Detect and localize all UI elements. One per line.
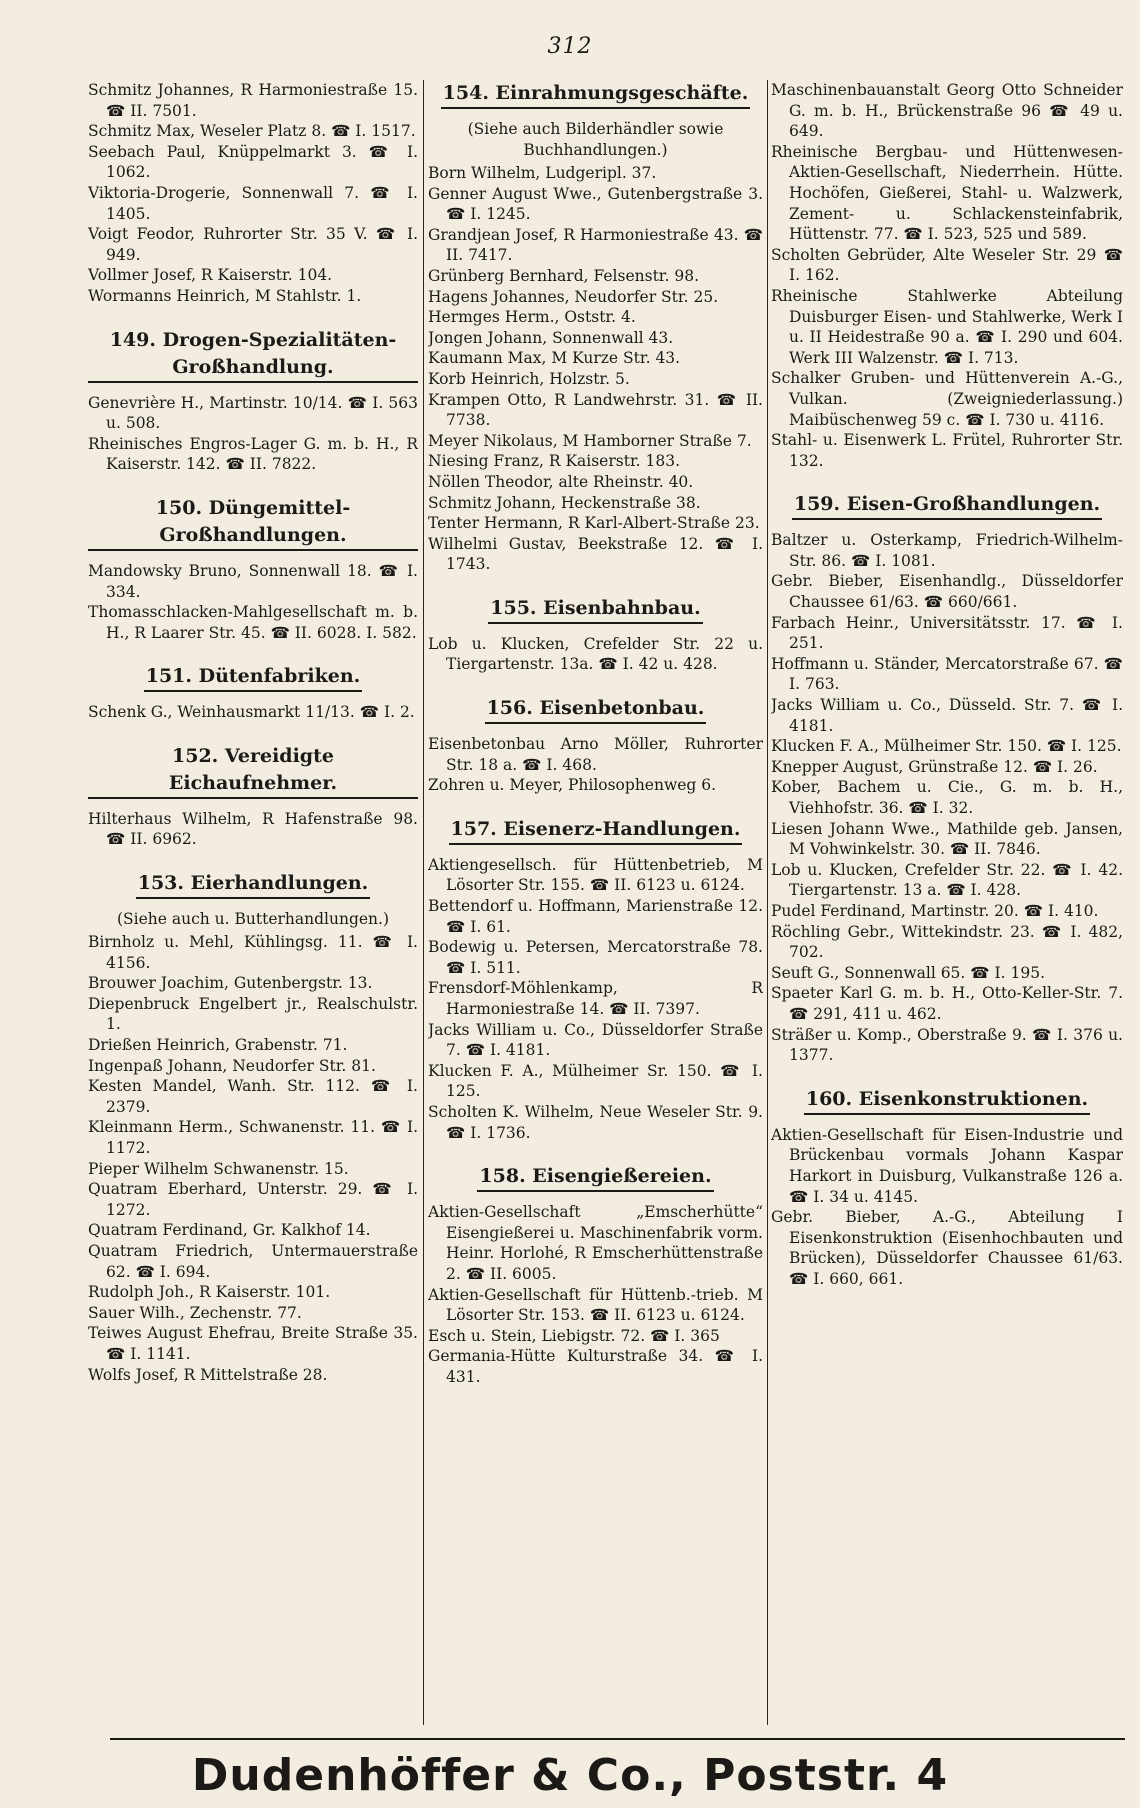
column-divider: [767, 80, 768, 1725]
directory-section: [88, 495, 418, 643]
directory-entry: Born Wilhelm, Ludgeripl. 37.: [428, 164, 657, 182]
entry-list: [771, 1125, 1123, 1290]
column-1: [88, 80, 418, 1725]
directory-entry: Voigt Feodor, Ruhrorter Str. 35 V. ☎ I. 949.: [88, 225, 418, 264]
directory-entry: Krampen Otto, R Landwehrstr. 31. ☎ II. 7738.: [428, 390, 763, 430]
directory-entry: Sträßer u. Komp., Oberstraße 9. ☎ I. 376 u. 1377.: [771, 1025, 1123, 1065]
directory-entry: Teiwes August Ehefrau, Breite Straße 35. ☎ I. 1141.: [88, 1324, 418, 1363]
directory-entry: Aktien-Gesellschaft „Emscherhütte“ Eisengießerei u. Maschinenfabrik vorm. Heinr. Horlohé, R Emscherhüttenstraße 2. ☎ II. 6005.: [428, 1203, 763, 1283]
directory-entry: Scholten Gebrüder, Alte Weseler Str. 29 ☎ I. 162.: [771, 245, 1123, 285]
directory-entry: Hermges Herm., Oststr. 4.: [428, 308, 636, 327]
directory-entry: Schmitz Johannes, R Harmoniestraße 15. ☎ II. 7501.: [88, 81, 418, 120]
entry-list: [88, 702, 418, 723]
section-heading: [88, 743, 418, 799]
directory-entry: Rudolph Joh., R Kaiserstr. 101.: [88, 1283, 331, 1302]
section-heading: [771, 1086, 1123, 1115]
directory-entry: Eisenbetonbau Arno Möller, Ruhrorter Str. 18 a. ☎ I. 468.: [428, 735, 763, 774]
directory-entry: Genevrière H., Martinstr. 10/14. ☎ I. 563 u. 508.: [88, 393, 418, 433]
section-heading: [428, 1163, 763, 1192]
directory-entry: Scholten K. Wilhelm, Neue Weseler Str. 9. ☎ I. 1736.: [428, 1102, 763, 1142]
page-number: 312: [547, 34, 593, 59]
entry-list: [428, 855, 763, 1143]
directory-entry: Ingenpaß Johann, Neudorfer Str. 81.: [88, 1056, 376, 1075]
directory-entry: Röchling Gebr., Wittekindstr. 23. ☎ I. 482, 702.: [771, 922, 1123, 962]
section-heading-text: 160. Eisenkonstruktionen.: [804, 1086, 1090, 1115]
directory-entry: Gebr. Bieber, A.-G., Abteilung I Eisenkonstruktion (Eisenhochbauten und Brücken), Düsseldorfer Chaussee 61/63. ☎ I. 660, 661.: [771, 1208, 1123, 1288]
directory-entry: Viktoria-Drogerie, Sonnenwall 7. ☎ I. 1405.: [88, 183, 418, 223]
entry-list: [771, 530, 1123, 1065]
directory-entry: Wolfs Josef, R Mittelstraße 28.: [88, 1365, 328, 1384]
entry-list: [88, 393, 418, 475]
directory-section: [428, 595, 763, 675]
directory-entry: Mandowsky Bruno, Sonnenwall 18. ☎ I. 334.: [88, 561, 418, 601]
directory-entry: Jacks William u. Co., Düsseldorfer Straße 7. ☎ I. 4181.: [428, 1020, 763, 1060]
directory-entry: Rheinische Stahlwerke Abteilung Duisburger Eisen- und Stahlwerke, Werk I u. II Heidestraße 90 a. ☎ I. 290 und 604. Werk III Walzenstr. ☎ I. 713.: [771, 286, 1123, 367]
directory-section: [428, 816, 763, 1143]
directory-entry: Niesing Franz, R Kaiserstr. 183.: [428, 452, 681, 471]
directory-entry: Schmitz Max, Weseler Platz 8. ☎ I. 1517.: [88, 122, 416, 141]
entry-list: [428, 634, 763, 675]
directory-entry: Tenter Hermann, R Karl-Albert-Straße 23.: [428, 514, 760, 533]
directory-section: [428, 1163, 763, 1387]
directory-entry: Spaeter Karl G. m. b. H., Otto-Keller-Str. 7. ☎ 291, 411 u. 462.: [771, 984, 1123, 1023]
directory-entry: Sauer Wilh., Zechenstr. 77.: [88, 1303, 302, 1322]
directory-entry: Quatram Friedrich, Untermauerstraße 62. ☎ I. 694.: [88, 1241, 418, 1281]
section-note: (Siehe auch Bilderhändler sowie Buchhandlungen.): [467, 120, 724, 159]
footer-advertisement: Dudenhöffer & Co., Poststr. 4: [191, 1750, 949, 1801]
directory-section: [428, 695, 763, 796]
column-3: [771, 80, 1123, 1725]
section-heading-text: 152. Vereidigte Eichaufnehmer.: [88, 743, 418, 799]
section-heading-text: 149. Drogen-Spezialitäten-Großhandlung.: [88, 327, 418, 383]
entry-list: [88, 80, 418, 307]
directory-entry: Thomasschlacken-Mahlgesellschaft m. b. H., R Laarer Str. 45. ☎ II. 6028. I. 582.: [88, 603, 418, 642]
directory-entry: Farbach Heinr., Universitätsstr. 17. ☎ I. 251.: [771, 613, 1123, 653]
section-heading-text: 154. Einrahmungsgeschäfte.: [441, 80, 751, 109]
directory-entry: Klucken F. A., Mülheimer Str. 150. ☎ I. 125.: [771, 737, 1122, 756]
directory-entry: Schalker Gruben- und Hüttenverein A.-G., Vulkan. (Zweigniederlassung.) Maibüschenweg 59 c. ☎ I. 730 u. 4116.: [771, 369, 1123, 429]
directory-entry: Rheinisches Engros-Lager G. m. b. H., R Kaiserstr. 142. ☎ II. 7822.: [88, 434, 418, 474]
directory-entry: Klucken F. A., Mülheimer Sr. 150. ☎ I. 125.: [428, 1061, 763, 1101]
entry-list: [428, 1202, 763, 1387]
directory-entry: Seuft G., Sonnenwall 65. ☎ I. 195.: [771, 963, 1045, 982]
directory-entry: Pudel Ferdinand, Martinstr. 20. ☎ I. 410.: [771, 901, 1099, 920]
directory-section: [771, 491, 1123, 1065]
directory-entry: Gebr. Bieber, Eisenhandlg., Düsseldorfer Chaussee 61/63. ☎ 660/661.: [771, 572, 1123, 612]
directory-entry: Hagens Johannes, Neudorfer Str. 25.: [428, 287, 719, 306]
directory-section: [771, 1086, 1123, 1290]
directory-section: [88, 80, 418, 307]
directory-entry: Vollmer Josef, R Kaiserstr. 104.: [88, 266, 333, 285]
directory-section: [88, 870, 418, 1385]
directory-entry: Diepenbruck Engelbert jr., Realschulstr. 1.: [88, 994, 418, 1034]
directory-section: [88, 663, 418, 723]
directory-entry: Brouwer Joachim, Gutenbergstr. 13.: [88, 974, 373, 993]
directory-entry: Grünberg Bernhard, Felsenstr. 98.: [428, 266, 700, 285]
directory-entry: Baltzer u. Osterkamp, Friedrich-Wilhelm-Str. 86. ☎ I. 1081.: [771, 531, 1123, 570]
directory-entry: Wilhelmi Gustav, Beekstraße 12. ☎ I. 1743.: [428, 534, 763, 574]
section-note: (Siehe auch u. Butterhandlungen.): [116, 910, 390, 929]
section-heading-text: 153. Eierhandlungen.: [136, 870, 371, 899]
section-heading-text: 159. Eisen-Großhandlungen.: [792, 491, 1102, 520]
directory-entry: Quatram Eberhard, Unterstr. 29. ☎ I. 1272.: [88, 1180, 418, 1219]
section-heading: [88, 870, 418, 899]
directory-entry: Liesen Johann Wwe., Mathilde geb. Jansen, M Vohwinkelstr. 30. ☎ II. 7846.: [771, 819, 1123, 859]
directory-entry: Jongen Johann, Sonnenwall 43.: [428, 328, 674, 347]
entry-list: [428, 734, 763, 796]
directory-entry: Genner August Wwe., Gutenbergstraße 3. ☎ I. 1245.: [428, 184, 763, 224]
directory-entry: Quatram Ferdinand, Gr. Kalkhof 14.: [88, 1221, 371, 1240]
directory-entry: Hoffmann u. Ständer, Mercatorstraße 67. ☎ I. 763.: [771, 654, 1123, 694]
directory-entry: Stahl- u. Eisenwerk L. Frütel, Ruhrorter Str. 132.: [771, 431, 1123, 470]
directory-entry: Wormanns Heinrich, M Stahlstr. 1.: [88, 286, 362, 305]
directory-entry: Esch u. Stein, Liebigstr. 72. ☎ I. 365: [428, 1326, 720, 1345]
directory-section: [88, 743, 418, 850]
section-heading: [771, 491, 1123, 520]
section-heading: [88, 327, 418, 383]
section-heading: [88, 495, 418, 551]
directory-entry: Aktien-Gesellschaft für Hüttenb.-trieb. M Lösorter Str. 153. ☎ II. 6123 u. 6124.: [428, 1285, 763, 1325]
entry-list: [88, 561, 418, 643]
section-heading-text: 151. Dütenfabriken.: [144, 663, 363, 692]
directory-entry: Aktiengesellsch. für Hüttenbetrieb, M Lösorter Str. 155. ☎ II. 6123 u. 6124.: [428, 855, 763, 895]
column-2: [428, 80, 763, 1725]
directory-entry: Grandjean Josef, R Harmoniestraße 43. ☎ II. 7417.: [428, 225, 763, 265]
directory-entry: Lob u. Klucken, Crefelder Str. 22. ☎ I. 42. Tiergartenstr. 13 a. ☎ I. 428.: [771, 860, 1123, 900]
directory-entry: Frensdorf-Möhlenkamp, R Harmoniestraße 14. ☎ II. 7397.: [428, 979, 763, 1018]
section-heading-text: 155. Eisenbahnbau.: [488, 595, 702, 624]
entry-list: [88, 932, 418, 1385]
directory-entry: Schmitz Johann, Heckenstraße 38.: [428, 493, 701, 512]
section-heading: [88, 663, 418, 692]
directory-section: [428, 80, 763, 575]
directory-entry: Korb Heinrich, Holzstr. 5.: [428, 369, 630, 388]
section-heading: [428, 595, 763, 624]
section-heading: [428, 695, 763, 724]
directory-section: [771, 80, 1123, 471]
section-heading: [428, 816, 763, 845]
entry-list: [88, 809, 418, 850]
section-heading-text: 157. Eisenerz-Handlungen.: [449, 816, 743, 845]
directory-entry: Bodewig u. Petersen, Mercatorstraße 78. ☎ I. 511.: [428, 938, 763, 977]
directory-entry: Hilterhaus Wilhelm, R Hafenstraße 98. ☎ II. 6962.: [88, 809, 418, 849]
directory-entry: Meyer Nikolaus, M Hamborner Straße 7.: [428, 431, 752, 450]
directory-entry: Maschinenbauanstalt Georg Otto Schneider G. m. b. H., Brückenstraße 96 ☎ 49 u. 649.: [771, 81, 1123, 141]
entry-list: [771, 80, 1123, 471]
directory-entry: Jacks William u. Co., Düsseld. Str. 7. ☎ I. 4181.: [771, 696, 1123, 735]
directory-entry: Kaumann Max, M Kurze Str. 43.: [428, 349, 681, 368]
section-heading-text: 156. Eisenbetonbau.: [485, 695, 707, 724]
directory-entry: Pieper Wilhelm Schwanenstr. 15.: [88, 1159, 349, 1178]
section-heading: [428, 80, 763, 109]
entry-list: [428, 163, 763, 575]
directory-entry: Zohren u. Meyer, Philosophenweg 6.: [428, 776, 717, 795]
directory-entry: Schenk G., Weinhausmarkt 11/13. ☎ I. 2.: [88, 703, 415, 722]
columns: [88, 80, 1123, 1725]
directory-entry: Knepper August, Grünstraße 12. ☎ I. 26.: [771, 757, 1098, 776]
directory-entry: Kober, Bachem u. Cie., G. m. b. H., Viehhofstr. 36. ☎ I. 32.: [771, 778, 1123, 817]
directory-entry: Drießen Heinrich, Grabenstr. 71.: [88, 1036, 348, 1055]
directory-section: [88, 327, 418, 475]
section-heading-text: 158. Eisengießereien.: [477, 1163, 713, 1192]
section-heading-text: 150. Düngemittel-Großhandlungen.: [88, 495, 418, 551]
directory-entry: Aktien-Gesellschaft für Eisen-Industrie und Brückenbau vormals Johann Kaspar Harkort in Duisburg, Vulkanstraße 126 a. ☎ I. 34 u. 4145.: [771, 1125, 1123, 1206]
directory-entry: Lob u. Klucken, Crefelder Str. 22 u. Tiergartenstr. 13a. ☎ I. 42 u. 428.: [428, 634, 763, 674]
directory-entry: Kesten Mandel, Wanh. Str. 112. ☎ I. 2379.: [88, 1077, 418, 1116]
directory-entry: Nöllen Theodor, alte Rheinstr. 40.: [428, 472, 694, 491]
directory-entry: Kleinmann Herm., Schwanenstr. 11. ☎ I. 1172.: [88, 1118, 418, 1157]
directory-entry: Seebach Paul, Knüppelmarkt 3. ☎ I. 1062.: [88, 142, 418, 182]
directory-entry: Bettendorf u. Hoffmann, Marienstraße 12. ☎ I. 61.: [428, 897, 763, 936]
directory-entry: Birnholz u. Mehl, Kühlingsg. 11. ☎ I. 4156.: [88, 933, 418, 972]
column-divider: [423, 80, 424, 1725]
footer-rule: [110, 1738, 1125, 1740]
directory-entry: Germania-Hütte Kulturstraße 34. ☎ I. 431.: [428, 1347, 763, 1386]
directory-entry: Rheinische Bergbau- und Hüttenwesen-Aktien-Gesellschaft, Niederrhein. Hütte. Hochöfen, Gießerei, Stahl- u. Walzwerk, Zement- u. Schlackensteinfabrik, Hüttenstr. 77. ☎ I. 523, 525 und 589.: [771, 142, 1123, 244]
